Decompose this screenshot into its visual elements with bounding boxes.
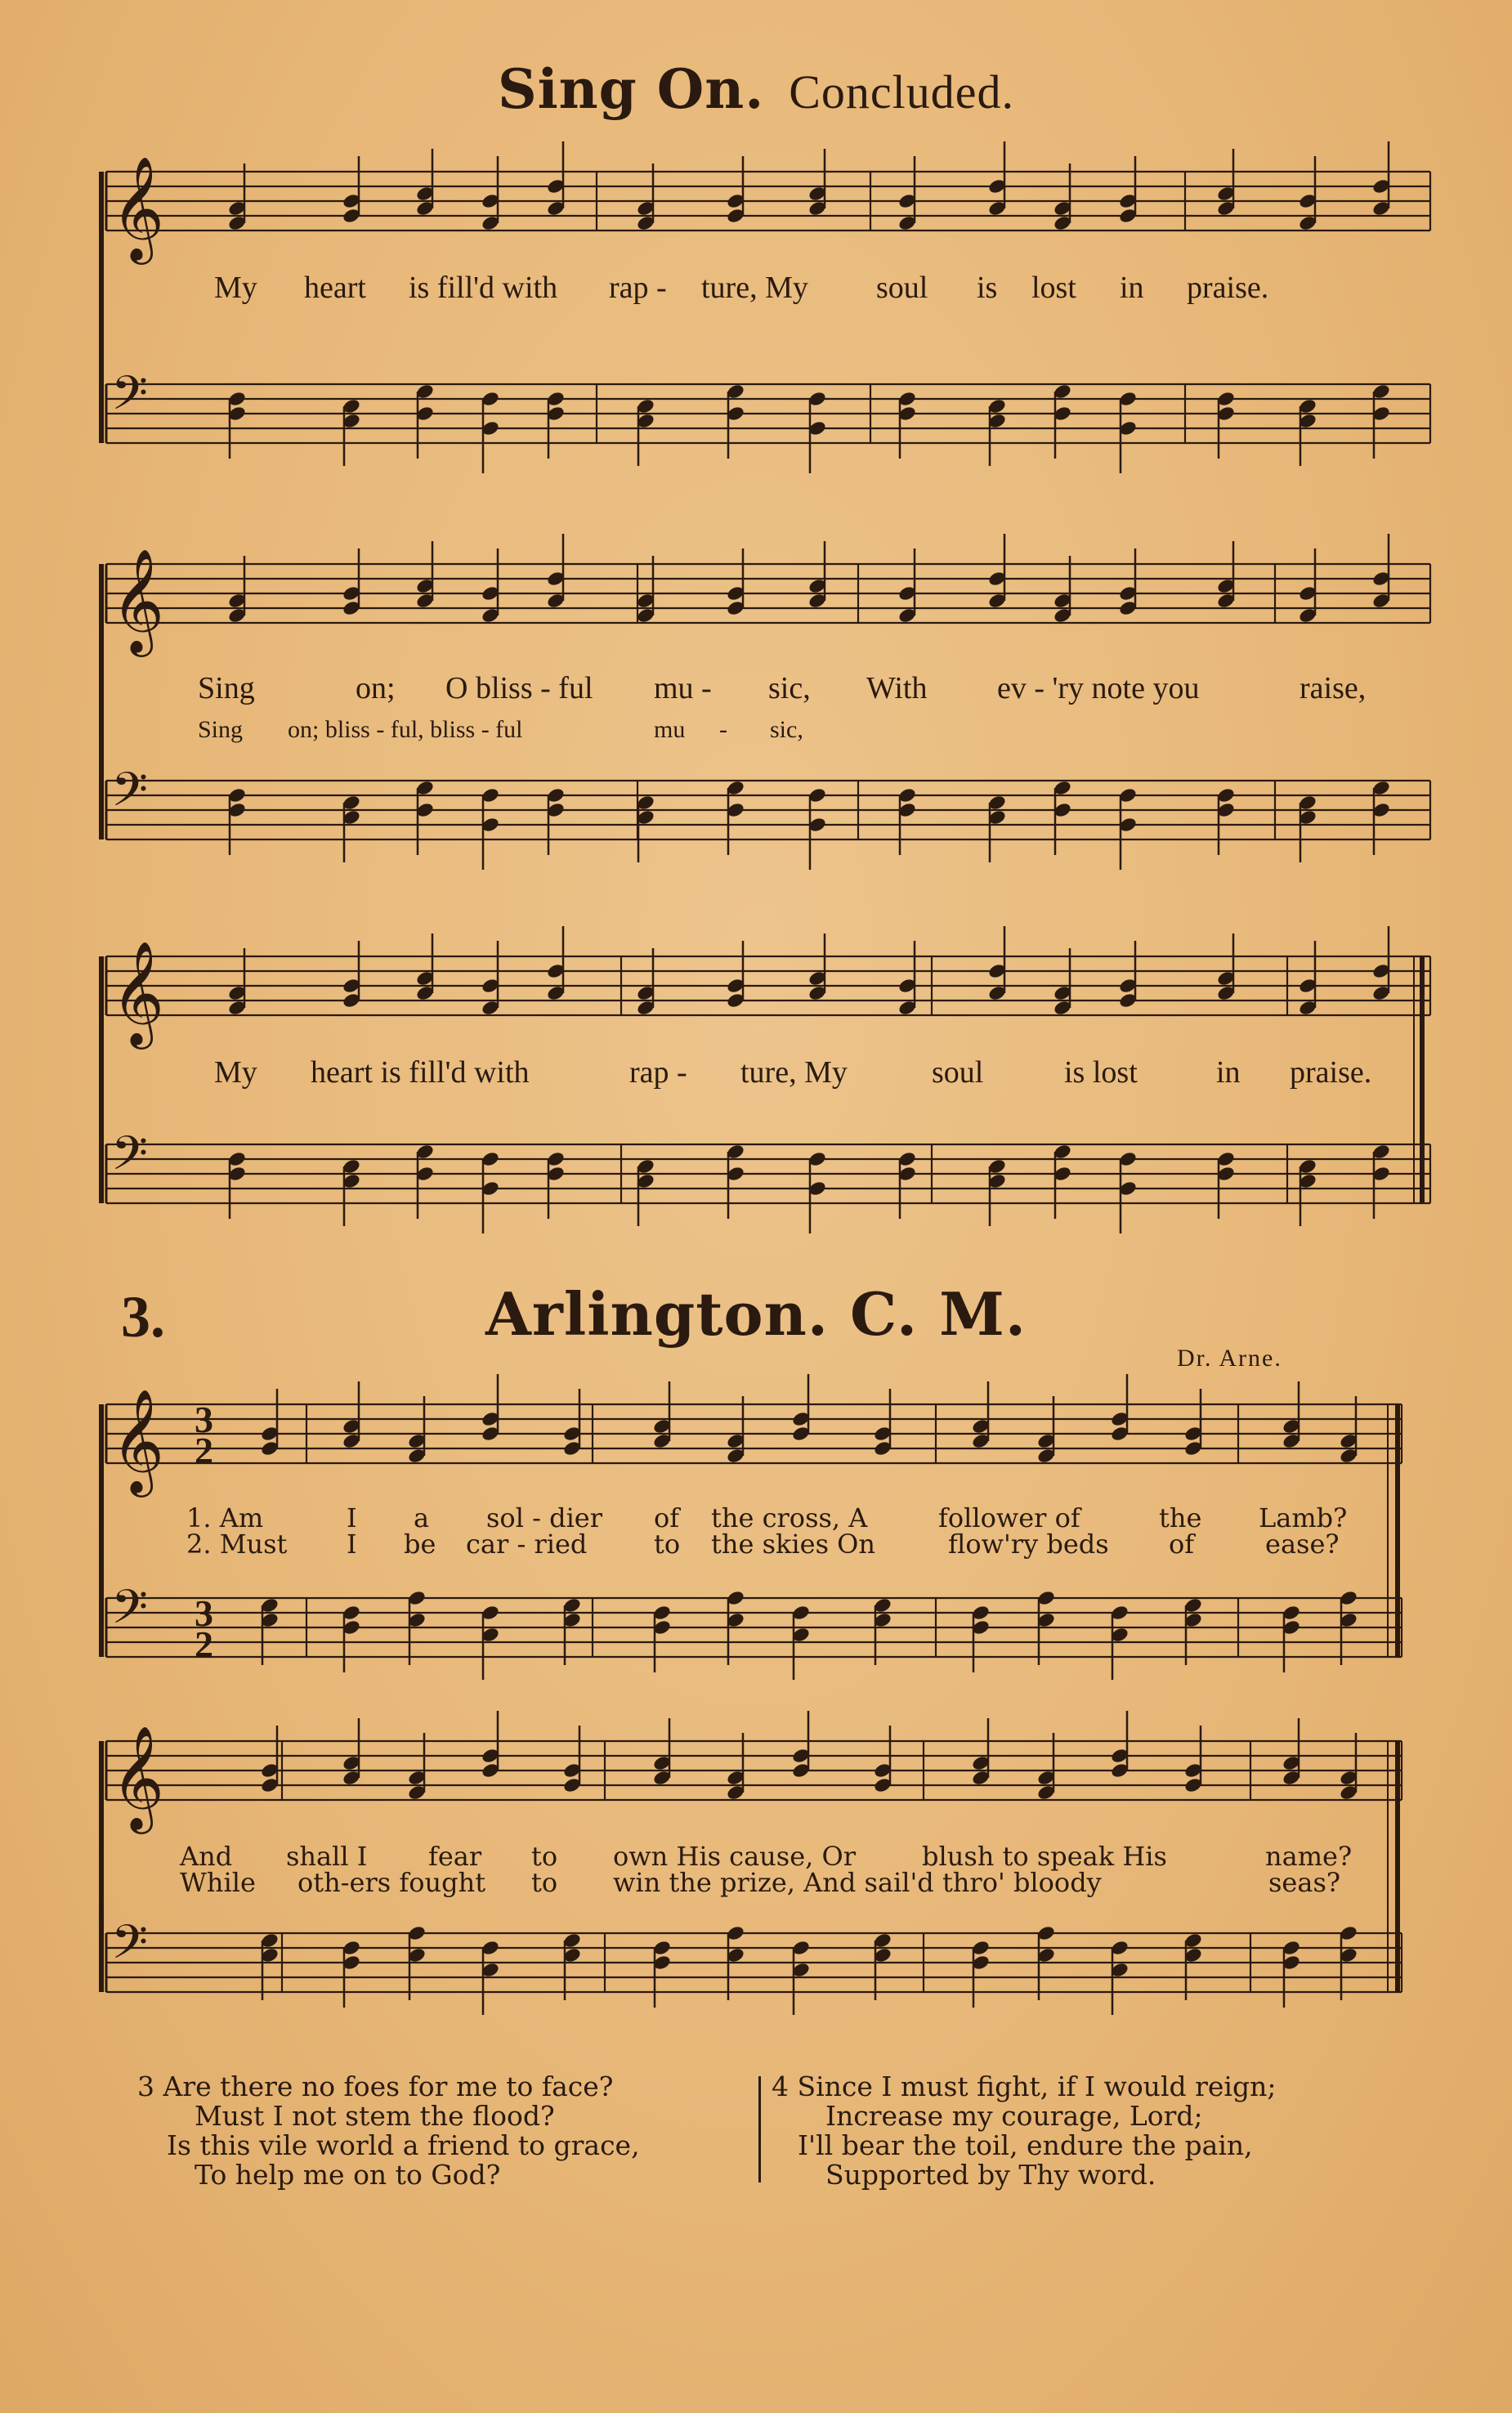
verse-3-line-3: Is this vile world a friend to grace,: [167, 2129, 640, 2161]
lyric-a2-5: to: [654, 1529, 681, 1560]
lyric-s2-8: raise,: [1300, 671, 1367, 705]
lyric-a2-2: I: [347, 1529, 357, 1560]
lyric-s2-6: With: [866, 671, 928, 705]
lyric-s2b-1: Sing: [198, 716, 244, 743]
lyric-a2-9: ease?: [1265, 1529, 1340, 1560]
verse-4-line-3: I'll bear the toil, endure the pain,: [798, 2129, 1253, 2161]
lyric-s2-4: mu -: [654, 671, 712, 705]
lyric-s1-7: is: [977, 271, 998, 305]
lyric-s1-8: lost: [1031, 271, 1076, 305]
lyric-s2-1: Sing: [198, 671, 255, 705]
lyric-a2-3: be: [404, 1529, 436, 1560]
lyric-s3-2: heart is fill'd with: [311, 1055, 530, 1090]
composer-credit: Dr. Arne.: [1177, 1345, 1282, 1372]
verse-4: [772, 2072, 1276, 2190]
song-subtitle: Concluded.: [789, 65, 1015, 119]
lyric-s1-10: praise.: [1187, 271, 1269, 305]
lyric-a2-1: 2. Must: [186, 1529, 288, 1560]
lyric-a1-5: of: [654, 1502, 680, 1533]
lyric-s2-2: on;: [356, 671, 396, 705]
lyric-s1-2: heart: [304, 271, 366, 305]
lyric-a4-5: seas?: [1268, 1867, 1341, 1898]
verse-3-line-1: 3 Are there no foes for me to face?: [137, 2071, 614, 2102]
lyric-a1-1: 1. Am: [186, 1502, 264, 1533]
lyric-a4-4: win the prize, And sail'd thro' bloody: [613, 1867, 1102, 1898]
lyric-a1-9: Lamb?: [1259, 1502, 1348, 1533]
lyric-s2-5: sic,: [768, 671, 811, 705]
lyric-a4-3: to: [531, 1867, 558, 1898]
lyric-a3-7: name?: [1265, 1841, 1353, 1872]
lyric-a1-3: a: [414, 1502, 430, 1533]
time-signature-bottom: 2: [195, 1430, 213, 1471]
bass-clef-icon: 𝄢: [111, 1579, 149, 1646]
lyric-s2b-3: mu: [654, 716, 686, 743]
time-signature-top: 3: [195, 1592, 213, 1634]
time-signature-top: 3: [195, 1399, 213, 1440]
treble-clef-icon: 𝄞: [111, 155, 165, 260]
treble-clef-icon: 𝄞: [111, 548, 165, 652]
lyric-a3-2: shall I: [286, 1841, 368, 1872]
bass-clef-icon: 𝄢: [111, 365, 149, 432]
lyric-s3-8: praise.: [1290, 1055, 1372, 1090]
lyric-s1-5: ture, My: [701, 271, 808, 305]
lyric-a2-4: car - ried: [466, 1529, 588, 1560]
lyric-s2b-4: -: [719, 716, 727, 743]
song-title-arlington: Arlington. C. M.: [485, 1279, 1027, 1349]
hymn-number: 3.: [121, 1284, 165, 1350]
lyric-a1-4: sol - dier: [486, 1502, 603, 1533]
lyric-s2b-2: on; bliss - ful, bliss - ful: [288, 716, 523, 743]
lyric-a2-8: of: [1169, 1529, 1195, 1560]
lyric-s2-7: ev - 'ry note you: [997, 671, 1200, 705]
lyric-a3-5: own His cause, Or: [613, 1841, 857, 1872]
verse-4-line-2: Increase my courage, Lord;: [825, 2100, 1203, 2132]
time-signature-bottom: 2: [195, 1623, 213, 1665]
song-title-sing-on: [0, 57, 1512, 121]
lyric-s1-3: is fill'd with: [409, 271, 558, 305]
lyric-a4-2: oth-ers fought: [297, 1867, 486, 1898]
treble-clef-icon: 𝄞: [111, 1725, 165, 1829]
verse-4-line-1: 4 Since I must fight, if I would reign;: [772, 2071, 1277, 2102]
lyric-s3-7: in: [1216, 1055, 1241, 1090]
lyric-s2b-5: sic,: [770, 716, 803, 743]
lyric-s3-3: rap -: [629, 1055, 687, 1090]
verse-divider: [758, 2076, 761, 2182]
bass-clef-icon: 𝄢: [111, 1914, 149, 1981]
bass-clef-icon: 𝄢: [111, 762, 149, 829]
lyric-s1-1: My: [214, 271, 257, 305]
lyric-a2-6: the skies On: [711, 1529, 875, 1560]
lyric-s3-4: ture, My: [740, 1055, 848, 1090]
lyric-a3-1: And: [180, 1841, 233, 1872]
treble-clef-icon: 𝄞: [111, 940, 165, 1045]
lyric-a1-8: the: [1159, 1502, 1202, 1533]
lyric-a2-7: flow'ry beds: [948, 1529, 1109, 1560]
lyric-s1-4: rap -: [609, 271, 667, 305]
lyric-s3-5: soul: [932, 1055, 984, 1090]
song-title: Sing On.: [497, 57, 765, 121]
bass-clef-icon: 𝄢: [111, 1126, 149, 1193]
lyric-s3-1: My: [214, 1055, 257, 1090]
lyric-s1-6: soul: [876, 271, 928, 305]
verse-3-line-4: To help me on to God?: [195, 2159, 501, 2191]
lyric-a3-3: fear: [428, 1841, 482, 1872]
lyric-s2-3: O bliss - ful: [445, 671, 593, 705]
lyric-a3-6: blush to speak His: [922, 1841, 1167, 1872]
verse-3-line-2: Must I not stem the flood?: [195, 2100, 555, 2132]
verse-3: [137, 2072, 640, 2190]
verse-4-line-4: Supported by Thy word.: [825, 2159, 1156, 2191]
lyric-a1-6: the cross, A: [711, 1502, 868, 1533]
lyric-s1-9: in: [1120, 271, 1144, 305]
lyric-s3-6: is lost: [1064, 1055, 1138, 1090]
lyric-a1-7: follower of: [938, 1502, 1080, 1533]
treble-clef-icon: 𝄞: [111, 1388, 165, 1493]
lyric-a4-1: While: [180, 1867, 256, 1898]
lyric-a3-4: to: [531, 1841, 558, 1872]
lyric-a1-2: I: [347, 1502, 357, 1533]
